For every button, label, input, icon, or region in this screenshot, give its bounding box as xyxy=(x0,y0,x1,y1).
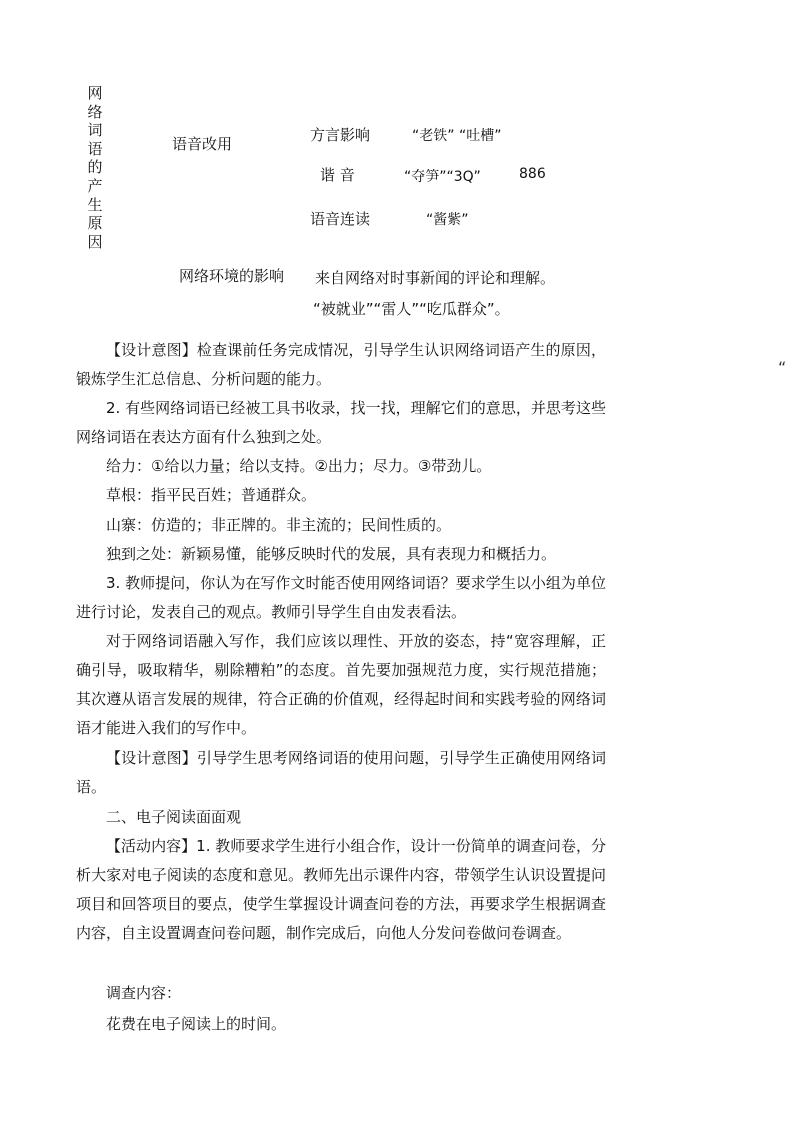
section-heading-e-reading: 二、电子阅读面面观 xyxy=(106,808,242,826)
survey-item-time: 花费在电子阅读上的时间。 xyxy=(106,1015,287,1033)
branch-phonetic-change: 语音改用 xyxy=(172,135,233,153)
sub-liaison-examples: “酱紫” xyxy=(426,212,469,228)
paragraph-attitude: 对于网络词语融入写作，我们应该以理性、开放的姿态，持“宽容理解，正确引导，吸取精华，剔除糟粕”的态度。首先要加强规范力度，实行规范措施；其次遵从语言发展的规律，符合正确的价值观，经得起时间和实践考验的网络词语才能进入我们的写作中。 xyxy=(76,632,606,737)
side-quote-mark: “ xyxy=(778,358,787,377)
sub-homophone-examples: “夺笋”“3Q” xyxy=(404,169,481,185)
sub-dialect-examples: “老铁” “吐槽” xyxy=(412,128,502,144)
paragraph-task-3: 3. 教师提问，你认为在写作文时能否使用网络词语？要求学生以小组为单位进行讨论，发表自己的观点。教师引导学生自由发表看法。 xyxy=(76,574,606,621)
definition-geili: 给力：①给以力量；给以支持。②出力；尽力。③带劲儿。 xyxy=(106,457,492,475)
branch-network-environment: 网络环境的影响 xyxy=(179,267,285,285)
paragraph-design-intent-1: 【设计意图】检查课前任务完成情况，引导学生认识网络词语产生的原因，锻炼学生汇总信息、分析问题的能力。 xyxy=(76,341,606,388)
unique-features: 独到之处：新颖易懂，能够反映时代的发展，具有表现力和概括力。 xyxy=(106,545,557,563)
branch2-examples: “被就业”“雷人”“吃瓜群众”。 xyxy=(313,300,510,318)
paragraph-task-2: 2. 有些网络词语已经被工具书收录，找一找，理解它们的意思，并思考这些网络词语在表达方面有什么独到之处。 xyxy=(76,399,606,446)
paragraph-design-intent-2: 【设计意图】引导学生思考网络词语的使用问题，引导学生正确使用网络词语。 xyxy=(76,749,606,796)
sub-liaison: 语音连读 xyxy=(310,210,371,228)
branch2-description: 来自网络对时事新闻的评论和理解。 xyxy=(315,269,556,287)
sub-homophone: 谐 音 xyxy=(320,166,355,184)
survey-content-label: 调查内容： xyxy=(106,984,182,1002)
definition-shanzhai: 山寨：仿造的；非正牌的。非主流的；民间性质的。 xyxy=(106,516,452,534)
paragraph-activity-content: 【活动内容】1. 教师要求学生进行小组合作，设计一份简单的调查问卷，分析大家对电子阅读的态度和意见。教师先出示课件内容，带领学生认识设置提问项目和回答项目的要点，使学生掌握设计调查问卷的方法，再要求学生根据调查内容，自主设置调查问卷问题，制作完成后，向他人分发问卷做问卷调查。 xyxy=(76,837,606,942)
diagram-vertical-title: 网络词语的产生原因 xyxy=(87,84,103,251)
sub-homophone-number: 886 xyxy=(519,166,546,182)
sub-dialect-influence: 方言影响 xyxy=(310,126,371,144)
definition-caogen: 草根：指平民百姓；普通群众。 xyxy=(106,486,317,504)
